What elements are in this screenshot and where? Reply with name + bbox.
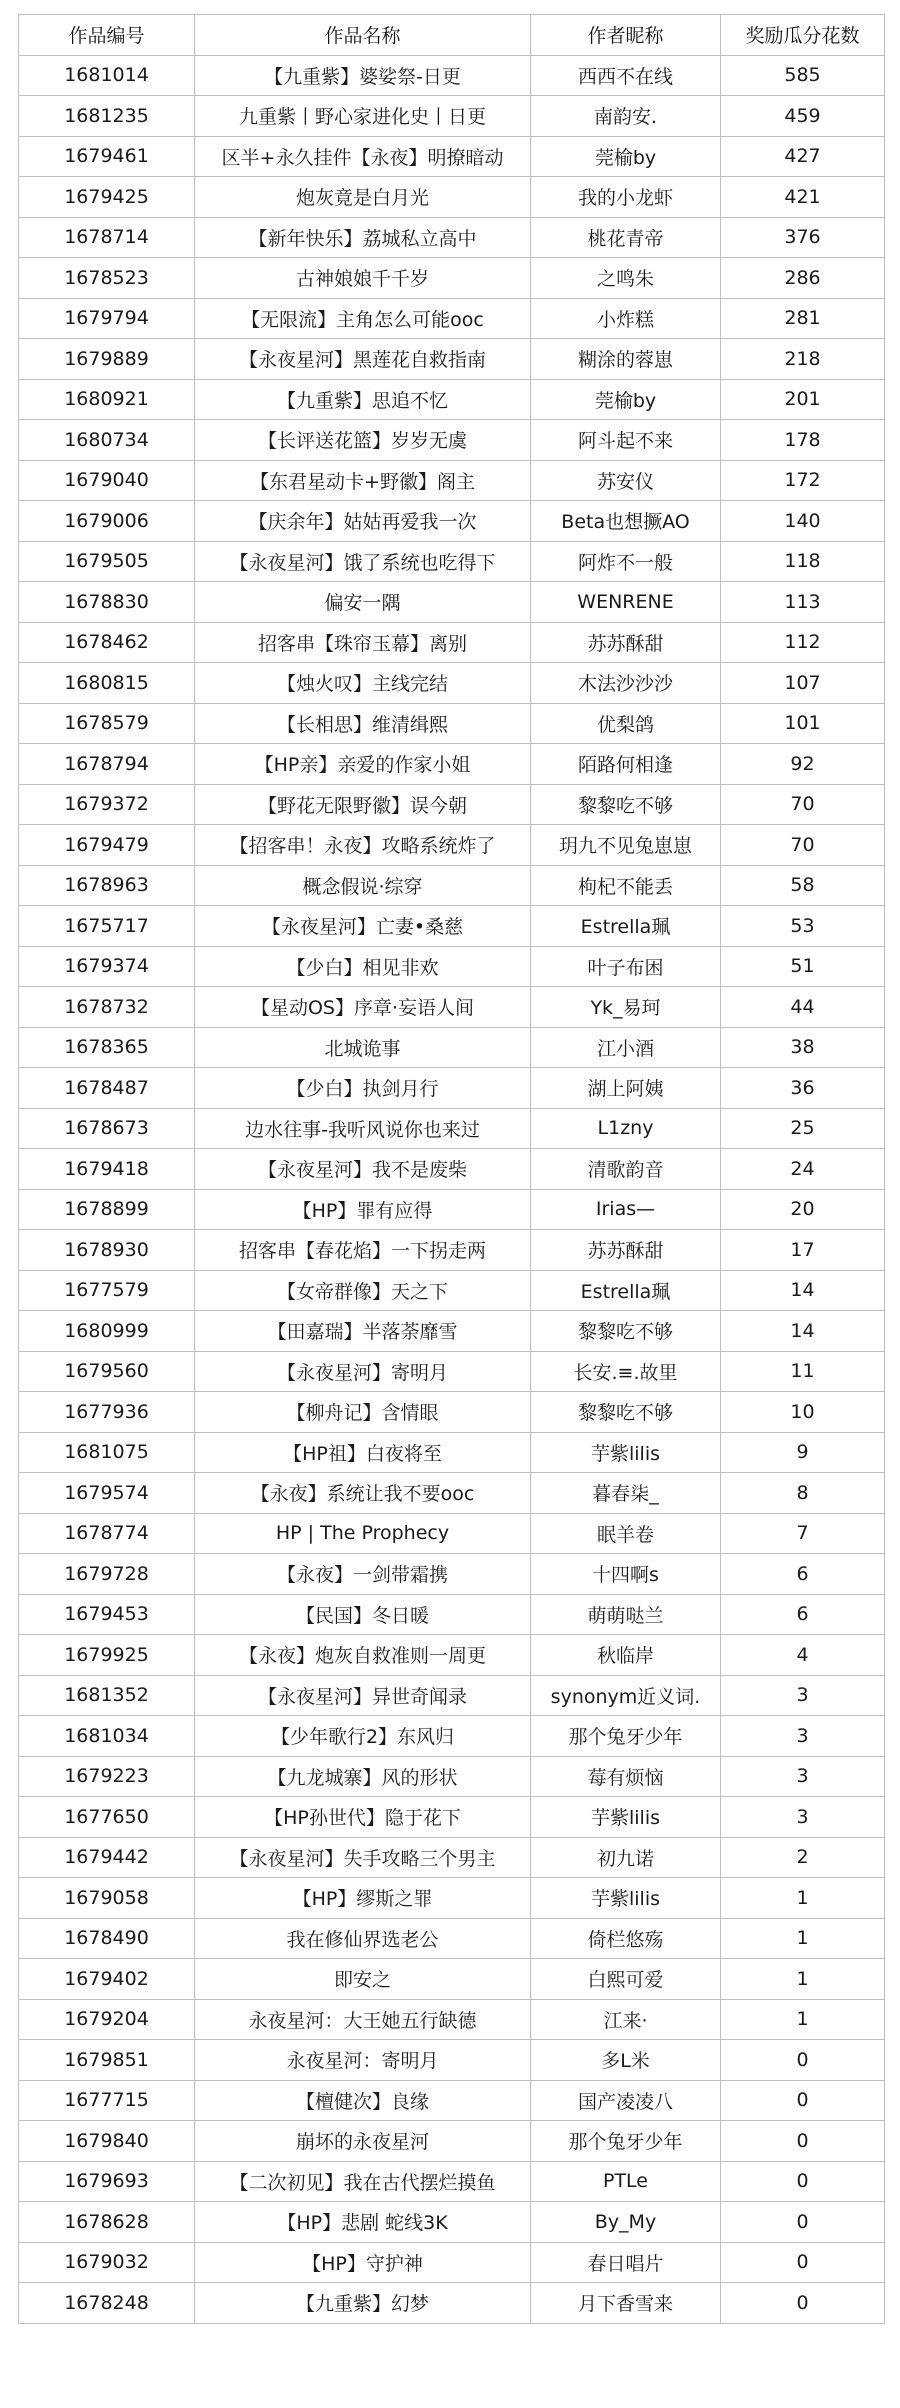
work-id-cell: 1679560 <box>19 1351 195 1392</box>
table-row <box>19 1999 885 2040</box>
work-id-cell: 1678930 <box>19 1230 195 1271</box>
header-author-nickname: 作者昵称 <box>531 15 721 56</box>
work-title-cell: 【HP】悲剧 蛇线3K <box>195 2202 531 2243</box>
work-title-cell: 永夜星河：大王她五行缺德 <box>195 1999 531 2040</box>
author-nickname-cell: 国产凌凌八 <box>531 2080 721 2121</box>
work-id-cell: 1681352 <box>19 1675 195 1716</box>
work-id-cell: 1679461 <box>19 136 195 177</box>
work-title-cell: 【二次初见】我在古代摆烂摸鱼 <box>195 2161 531 2202</box>
work-title-cell: 【永夜星河】异世奇闻录 <box>195 1675 531 1716</box>
author-nickname-cell: 黎黎吃不够 <box>531 1392 721 1433</box>
header-work-id: 作品编号 <box>19 15 195 56</box>
work-id-cell: 1679032 <box>19 2242 195 2283</box>
table-row <box>19 2080 885 2121</box>
work-title-cell: 【田嘉瑞】半落荼靡雪 <box>195 1311 531 1352</box>
table-row <box>19 177 885 218</box>
work-id-cell: 1677650 <box>19 1797 195 1838</box>
author-nickname-cell: 苏苏酥甜 <box>531 622 721 663</box>
table-row <box>19 865 885 906</box>
author-nickname-cell: 芋紫lilis <box>531 1797 721 1838</box>
flower-count-cell: 51 <box>721 946 885 987</box>
work-title-cell: 【九重紫】幻梦 <box>195 2283 531 2324</box>
work-title-cell: 【野花无限野徽】误今朝 <box>195 784 531 825</box>
work-title-cell: 【檀健次】良缘 <box>195 2080 531 2121</box>
author-nickname-cell: 春日唱片 <box>531 2242 721 2283</box>
flower-count-cell: 4 <box>721 1635 885 1676</box>
work-title-cell: 【少白】相见非欢 <box>195 946 531 987</box>
flower-count-cell: 7 <box>721 1513 885 1554</box>
flower-count-cell: 178 <box>721 420 885 461</box>
author-nickname-cell: 桃花青帝 <box>531 217 721 258</box>
table-row <box>19 744 885 785</box>
flower-count-cell: 101 <box>721 703 885 744</box>
table-row <box>19 96 885 137</box>
flower-count-cell: 0 <box>721 2242 885 2283</box>
work-id-cell: 1679851 <box>19 2040 195 2081</box>
work-id-cell: 1678523 <box>19 258 195 299</box>
flower-count-cell: 201 <box>721 379 885 420</box>
table-row <box>19 703 885 744</box>
author-nickname-cell: By_My <box>531 2202 721 2243</box>
work-id-cell: 1679040 <box>19 460 195 501</box>
flower-count-cell: 92 <box>721 744 885 785</box>
table-row <box>19 1068 885 1109</box>
work-id-cell: 1679840 <box>19 2121 195 2162</box>
work-title-cell: 边水往事-我听风说你也来过 <box>195 1108 531 1149</box>
author-nickname-cell: 黎黎吃不够 <box>531 784 721 825</box>
table-row <box>19 541 885 582</box>
author-nickname-cell: 莞榆by <box>531 136 721 177</box>
work-title-cell: 【永夜】系统让我不要ooc <box>195 1473 531 1514</box>
author-nickname-cell: 陌路何相逢 <box>531 744 721 785</box>
flower-count-cell: 6 <box>721 1594 885 1635</box>
work-title-cell: HP | The Prophecy <box>195 1513 531 1554</box>
table-row <box>19 2283 885 2324</box>
author-nickname-cell: 莞榆by <box>531 379 721 420</box>
work-title-cell: 古神娘娘千千岁 <box>195 258 531 299</box>
work-title-cell: 【女帝群像】天之下 <box>195 1270 531 1311</box>
flower-count-cell: 0 <box>721 2202 885 2243</box>
table-row <box>19 1027 885 1068</box>
work-title-cell: 【庆余年】姑姑再爱我一次 <box>195 501 531 542</box>
work-id-cell: 1678490 <box>19 1918 195 1959</box>
work-id-cell: 1679204 <box>19 1999 195 2040</box>
author-nickname-cell: 多L米 <box>531 2040 721 2081</box>
author-nickname-cell: 苏苏酥甜 <box>531 1230 721 1271</box>
work-id-cell: 1678628 <box>19 2202 195 2243</box>
author-nickname-cell: 江来· <box>531 1999 721 2040</box>
flower-count-cell: 0 <box>721 2121 885 2162</box>
author-nickname-cell: 那个兔牙少年 <box>531 1716 721 1757</box>
author-nickname-cell: 阿斗起不来 <box>531 420 721 461</box>
work-id-cell: 1678830 <box>19 582 195 623</box>
flower-count-cell: 3 <box>721 1797 885 1838</box>
table-row <box>19 1635 885 1676</box>
work-id-cell: 1680999 <box>19 1311 195 1352</box>
work-title-cell: 【长评送花篮】岁岁无虞 <box>195 420 531 461</box>
flower-count-cell: 218 <box>721 339 885 380</box>
work-title-cell: 【东君星动卡+野徽】阁主 <box>195 460 531 501</box>
table-header-row <box>19 15 885 56</box>
table-row <box>19 663 885 704</box>
author-nickname-cell: synonym近义词. <box>531 1675 721 1716</box>
flower-count-cell: 8 <box>721 1473 885 1514</box>
work-title-cell: 【HP】守护神 <box>195 2242 531 2283</box>
work-id-cell: 1679453 <box>19 1594 195 1635</box>
work-id-cell: 1679058 <box>19 1878 195 1919</box>
author-nickname-cell: 莓有烦恼 <box>531 1756 721 1797</box>
author-nickname-cell: 初九诺 <box>531 1837 721 1878</box>
flower-count-cell: 14 <box>721 1270 885 1311</box>
ranking-table-container <box>18 14 884 2324</box>
work-id-cell: 1678732 <box>19 987 195 1028</box>
table-row <box>19 339 885 380</box>
work-title-cell: 【招客串！永夜】攻略系统炸了 <box>195 825 531 866</box>
work-id-cell: 1679728 <box>19 1554 195 1595</box>
author-nickname-cell: 暮春柒_ <box>531 1473 721 1514</box>
author-nickname-cell: 芋紫lilis <box>531 1432 721 1473</box>
author-nickname-cell: 那个兔牙少年 <box>531 2121 721 2162</box>
flower-count-cell: 17 <box>721 1230 885 1271</box>
work-title-cell: 偏安一隅 <box>195 582 531 623</box>
work-id-cell: 1679418 <box>19 1149 195 1190</box>
author-nickname-cell: 优梨鸽 <box>531 703 721 744</box>
author-nickname-cell: 月下香雪来 <box>531 2283 721 2324</box>
work-id-cell: 1679693 <box>19 2161 195 2202</box>
author-nickname-cell: 黎黎吃不够 <box>531 1311 721 1352</box>
table-row <box>19 1473 885 1514</box>
work-id-cell: 1679006 <box>19 501 195 542</box>
work-id-cell: 1678462 <box>19 622 195 663</box>
flower-count-cell: 459 <box>721 96 885 137</box>
author-nickname-cell: 之鸣朱 <box>531 258 721 299</box>
work-title-cell: 【永夜】炮灰自救准则一周更 <box>195 1635 531 1676</box>
flower-count-cell: 585 <box>721 55 885 96</box>
work-title-cell: 【长相思】维清缉熙 <box>195 703 531 744</box>
work-title-cell: 招客串【珠帘玉幕】离别 <box>195 622 531 663</box>
work-title-cell: 【HP】罪有应得 <box>195 1189 531 1230</box>
work-title-cell: 【HP】缪斯之罪 <box>195 1878 531 1919</box>
author-nickname-cell: 我的小龙虾 <box>531 177 721 218</box>
table-row <box>19 420 885 461</box>
flower-count-cell: 14 <box>721 1311 885 1352</box>
work-id-cell: 1679425 <box>19 177 195 218</box>
table-row <box>19 622 885 663</box>
work-id-cell: 1681075 <box>19 1432 195 1473</box>
flower-count-cell: 140 <box>721 501 885 542</box>
table-row <box>19 298 885 339</box>
table-row <box>19 1351 885 1392</box>
work-title-cell: 【星动OS】序章·妄语人间 <box>195 987 531 1028</box>
author-nickname-cell: 西西不在线 <box>531 55 721 96</box>
table-row <box>19 1554 885 1595</box>
table-row <box>19 1513 885 1554</box>
work-title-cell: 【永夜星河】亡妻•桑慈 <box>195 906 531 947</box>
work-title-cell: 【烛火叹】主线完结 <box>195 663 531 704</box>
table-row <box>19 582 885 623</box>
work-id-cell: 1678774 <box>19 1513 195 1554</box>
work-id-cell: 1678794 <box>19 744 195 785</box>
work-title-cell: 【永夜星河】寄明月 <box>195 1351 531 1392</box>
author-nickname-cell: 十四啊s <box>531 1554 721 1595</box>
work-id-cell: 1679889 <box>19 339 195 380</box>
table-row <box>19 2202 885 2243</box>
header-flower-reward: 奖励瓜分花数 <box>721 15 885 56</box>
work-id-cell: 1679372 <box>19 784 195 825</box>
work-title-cell: 永夜星河：寄明月 <box>195 2040 531 2081</box>
flower-count-cell: 0 <box>721 2161 885 2202</box>
work-title-cell: 北城诡事 <box>195 1027 531 1068</box>
author-nickname-cell: WENRENE <box>531 582 721 623</box>
flower-count-cell: 286 <box>721 258 885 299</box>
author-nickname-cell: PTLe <box>531 2161 721 2202</box>
work-title-cell: 【HP孙世代】隐于花下 <box>195 1797 531 1838</box>
work-title-cell: 【永夜星河】黑莲花自救指南 <box>195 339 531 380</box>
work-title-cell: 概念假说·综穿 <box>195 865 531 906</box>
flower-count-cell: 6 <box>721 1554 885 1595</box>
author-nickname-cell: 糊涂的蓉崽 <box>531 339 721 380</box>
work-id-cell: 1677936 <box>19 1392 195 1433</box>
work-id-cell: 1679479 <box>19 825 195 866</box>
table-row <box>19 1432 885 1473</box>
work-id-cell: 1677715 <box>19 2080 195 2121</box>
author-nickname-cell: 湖上阿姨 <box>531 1068 721 1109</box>
work-title-cell: 区半+永久挂件【永夜】明撩暗动 <box>195 136 531 177</box>
table-row <box>19 1959 885 2000</box>
work-title-cell: 九重紫丨野心家进化史丨日更 <box>195 96 531 137</box>
work-id-cell: 1680815 <box>19 663 195 704</box>
author-nickname-cell: 长安.≡.故里 <box>531 1351 721 1392</box>
table-row <box>19 501 885 542</box>
work-id-cell: 1678579 <box>19 703 195 744</box>
table-row <box>19 1149 885 1190</box>
ranking-table <box>18 14 885 2324</box>
flower-count-cell: 113 <box>721 582 885 623</box>
flower-count-cell: 281 <box>721 298 885 339</box>
work-id-cell: 1678714 <box>19 217 195 258</box>
flower-count-cell: 3 <box>721 1716 885 1757</box>
work-title-cell: 【九重紫】婆娑祭-日更 <box>195 55 531 96</box>
table-row <box>19 1594 885 1635</box>
table-row <box>19 1230 885 1271</box>
author-nickname-cell: 白熙可爱 <box>531 1959 721 2000</box>
table-row <box>19 987 885 1028</box>
author-nickname-cell: 秋临岸 <box>531 1635 721 1676</box>
author-nickname-cell: 眠羊卷 <box>531 1513 721 1554</box>
table-row <box>19 460 885 501</box>
work-id-cell: 1678365 <box>19 1027 195 1068</box>
flower-count-cell: 24 <box>721 1149 885 1190</box>
flower-count-cell: 44 <box>721 987 885 1028</box>
table-row <box>19 1878 885 1919</box>
work-title-cell: 招客串【春花焰】一下拐走两 <box>195 1230 531 1271</box>
work-id-cell: 1681034 <box>19 1716 195 1757</box>
table-body <box>19 55 885 2323</box>
flower-count-cell: 427 <box>721 136 885 177</box>
table-row <box>19 2161 885 2202</box>
flower-count-cell: 25 <box>721 1108 885 1149</box>
table-row <box>19 1756 885 1797</box>
author-nickname-cell: 萌萌哒兰 <box>531 1594 721 1635</box>
work-title-cell: 【无限流】主角怎么可能ooc <box>195 298 531 339</box>
author-nickname-cell: 阿炸不一般 <box>531 541 721 582</box>
author-nickname-cell: Estrella珮 <box>531 1270 721 1311</box>
work-title-cell: 【民国】冬日暖 <box>195 1594 531 1635</box>
work-id-cell: 1679505 <box>19 541 195 582</box>
work-id-cell: 1679223 <box>19 1756 195 1797</box>
work-id-cell: 1681235 <box>19 96 195 137</box>
author-nickname-cell: Irias— <box>531 1189 721 1230</box>
flower-count-cell: 376 <box>721 217 885 258</box>
work-id-cell: 1678248 <box>19 2283 195 2324</box>
table-row <box>19 1392 885 1433</box>
table-row <box>19 784 885 825</box>
work-title-cell: 即安之 <box>195 1959 531 2000</box>
author-nickname-cell: 清歌韵音 <box>531 1149 721 1190</box>
author-nickname-cell: Yk_易珂 <box>531 987 721 1028</box>
table-row <box>19 906 885 947</box>
author-nickname-cell: 小炸糕 <box>531 298 721 339</box>
author-nickname-cell: 叶子布困 <box>531 946 721 987</box>
work-title-cell: 崩坏的永夜星河 <box>195 2121 531 2162</box>
table-row <box>19 1189 885 1230</box>
table-row <box>19 2121 885 2162</box>
table-row <box>19 2040 885 2081</box>
work-id-cell: 1680734 <box>19 420 195 461</box>
table-row <box>19 1797 885 1838</box>
work-id-cell: 1675717 <box>19 906 195 947</box>
table-row <box>19 1675 885 1716</box>
work-id-cell: 1679794 <box>19 298 195 339</box>
author-nickname-cell: L1zny <box>531 1108 721 1149</box>
work-id-cell: 1679442 <box>19 1837 195 1878</box>
flower-count-cell: 3 <box>721 1675 885 1716</box>
author-nickname-cell: 倚栏悠殇 <box>531 1918 721 1959</box>
author-nickname-cell: 玥九不见兔崽崽 <box>531 825 721 866</box>
flower-count-cell: 112 <box>721 622 885 663</box>
work-title-cell: 【永夜】一剑带霜携 <box>195 1554 531 1595</box>
table-row <box>19 258 885 299</box>
flower-count-cell: 11 <box>721 1351 885 1392</box>
table-row <box>19 136 885 177</box>
work-title-cell: 【九龙城寨】风的形状 <box>195 1756 531 1797</box>
work-id-cell: 1679402 <box>19 1959 195 2000</box>
table-row <box>19 2242 885 2283</box>
flower-count-cell: 107 <box>721 663 885 704</box>
table-row <box>19 1108 885 1149</box>
author-nickname-cell: 木法沙沙沙 <box>531 663 721 704</box>
work-id-cell: 1678963 <box>19 865 195 906</box>
table-row <box>19 1918 885 1959</box>
flower-count-cell: 118 <box>721 541 885 582</box>
work-id-cell: 1679374 <box>19 946 195 987</box>
work-title-cell: 【少白】执剑月行 <box>195 1068 531 1109</box>
header-work-title: 作品名称 <box>195 15 531 56</box>
author-nickname-cell: Estrella珮 <box>531 906 721 947</box>
work-title-cell: 【新年快乐】荔城私立高中 <box>195 217 531 258</box>
flower-count-cell: 172 <box>721 460 885 501</box>
work-id-cell: 1679574 <box>19 1473 195 1514</box>
flower-count-cell: 9 <box>721 1432 885 1473</box>
work-title-cell: 炮灰竟是白月光 <box>195 177 531 218</box>
flower-count-cell: 0 <box>721 2283 885 2324</box>
work-title-cell: 【永夜星河】饿了系统也吃得下 <box>195 541 531 582</box>
table-row <box>19 379 885 420</box>
table-row <box>19 1311 885 1352</box>
author-nickname-cell: Beta也想撅AO <box>531 501 721 542</box>
work-id-cell: 1677579 <box>19 1270 195 1311</box>
flower-count-cell: 10 <box>721 1392 885 1433</box>
work-title-cell: 【永夜星河】我不是废柴 <box>195 1149 531 1190</box>
flower-count-cell: 1 <box>721 1999 885 2040</box>
flower-count-cell: 1 <box>721 1918 885 1959</box>
flower-count-cell: 36 <box>721 1068 885 1109</box>
author-nickname-cell: 苏安仪 <box>531 460 721 501</box>
work-title-cell: 【HP祖】白夜将至 <box>195 1432 531 1473</box>
table-row <box>19 217 885 258</box>
flower-count-cell: 38 <box>721 1027 885 1068</box>
flower-count-cell: 3 <box>721 1756 885 1797</box>
flower-count-cell: 58 <box>721 865 885 906</box>
flower-count-cell: 421 <box>721 177 885 218</box>
work-title-cell: 【九重紫】思追不忆 <box>195 379 531 420</box>
work-id-cell: 1678487 <box>19 1068 195 1109</box>
flower-count-cell: 1 <box>721 1959 885 2000</box>
author-nickname-cell: 芋紫lilis <box>531 1878 721 1919</box>
table-row <box>19 946 885 987</box>
table-row <box>19 1270 885 1311</box>
table-row <box>19 1837 885 1878</box>
work-id-cell: 1678899 <box>19 1189 195 1230</box>
author-nickname-cell: 江小酒 <box>531 1027 721 1068</box>
table-row <box>19 825 885 866</box>
table-row <box>19 55 885 96</box>
flower-count-cell: 20 <box>721 1189 885 1230</box>
work-id-cell: 1678673 <box>19 1108 195 1149</box>
flower-count-cell: 0 <box>721 2080 885 2121</box>
work-title-cell: 【永夜星河】失手攻略三个男主 <box>195 1837 531 1878</box>
flower-count-cell: 70 <box>721 784 885 825</box>
author-nickname-cell: 枸杞不能丢 <box>531 865 721 906</box>
flower-count-cell: 2 <box>721 1837 885 1878</box>
flower-count-cell: 1 <box>721 1878 885 1919</box>
work-title-cell: 【少年歌行2】东风归 <box>195 1716 531 1757</box>
work-id-cell: 1681014 <box>19 55 195 96</box>
work-title-cell: 我在修仙界选老公 <box>195 1918 531 1959</box>
flower-count-cell: 70 <box>721 825 885 866</box>
work-id-cell: 1679925 <box>19 1635 195 1676</box>
work-title-cell: 【柳舟记】含情眼 <box>195 1392 531 1433</box>
work-id-cell: 1680921 <box>19 379 195 420</box>
flower-count-cell: 53 <box>721 906 885 947</box>
flower-count-cell: 0 <box>721 2040 885 2081</box>
table-row <box>19 1716 885 1757</box>
author-nickname-cell: 南韵安. <box>531 96 721 137</box>
work-title-cell: 【HP亲】亲爱的作家小姐 <box>195 744 531 785</box>
